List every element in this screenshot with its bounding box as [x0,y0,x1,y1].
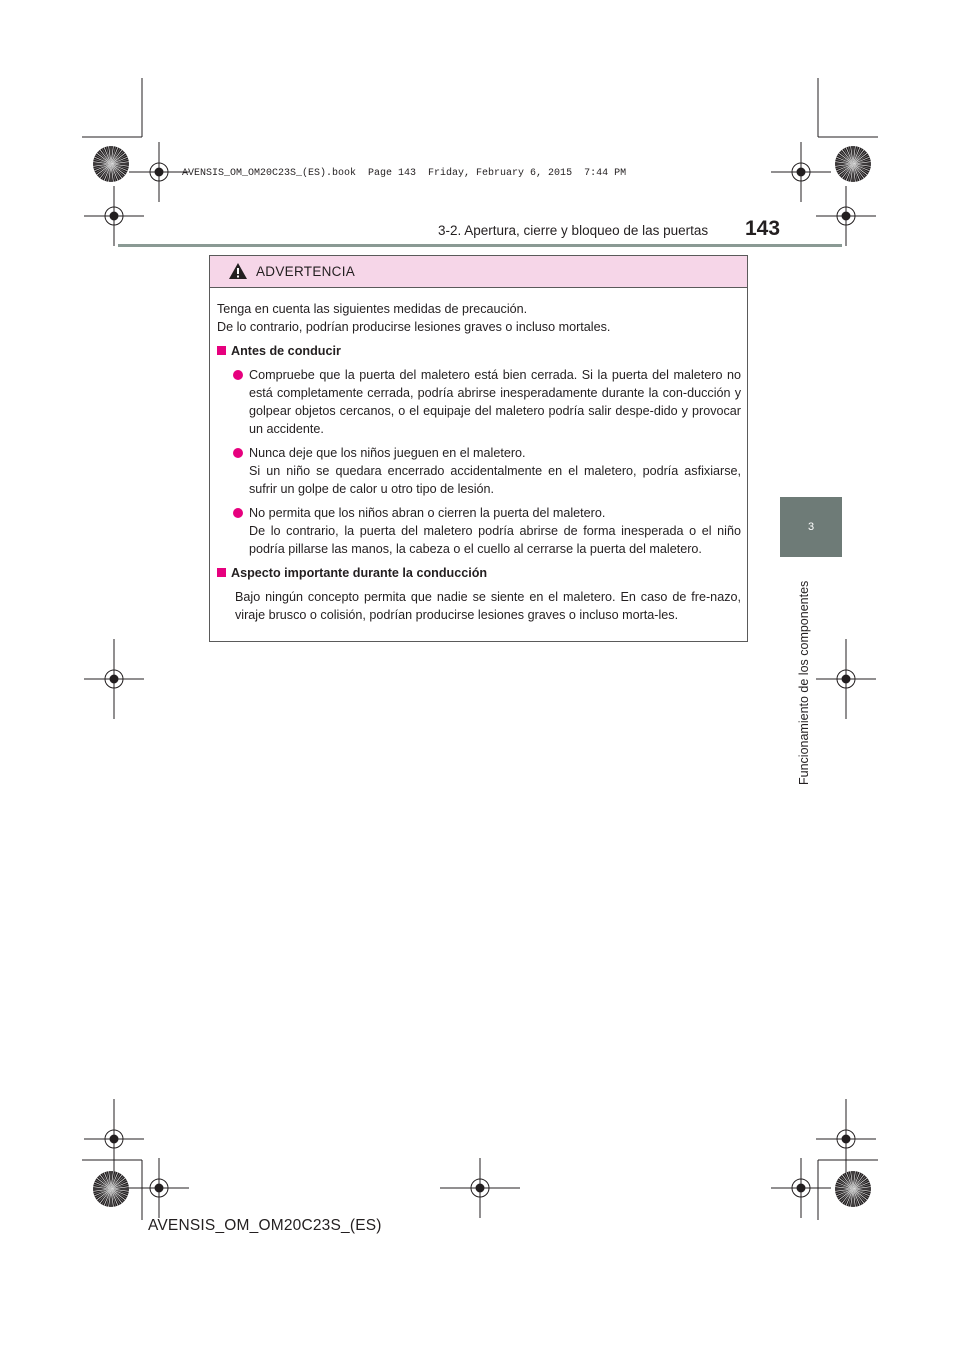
intro-line: De lo contrario, podrían producirse lesiones graves o incluso mortales. [217,320,611,334]
starburst-wheel-icon [834,1170,872,1208]
warning-header [210,256,747,288]
warning-title: ADVERTENCIA [256,264,356,279]
starburst-wheel-icon [92,145,130,183]
registration-target-icon [84,639,144,719]
starburst-wheel-icon [834,145,872,183]
section-title: Antes de conducir [217,342,741,360]
header-rule [118,244,842,247]
square-bullet-icon [217,568,226,577]
section-heading: 3-2. Apertura, cierre y bloqueo de las puertas [438,223,709,238]
square-bullet-icon [217,346,226,355]
list-item: Compruebe que la puerta del maletero está bien cerrada. Si la puerta del maletero no está completamente cerrada, podría abrirse inesperadamente durante la con-ducción y golpear objetos cercanos, o el equipaje del maletero podría salir despe-dido y provocar un accidente. [217,366,741,438]
registration-target-icon [816,639,876,719]
registration-target-icon [84,186,144,246]
chapter-label [797,565,815,785]
round-bullet-icon [233,508,243,518]
chapter-number: 3 [807,521,815,533]
list-item: Nunca deje que los niños jueguen en el maletero. Si un niño se quedara encerrado accidentalmente en el maletero, podría asfixiarse, sufrir un golpe de calor u otro tipo de lesión. [217,444,741,498]
chapter-tab [780,497,842,557]
warning-body [217,300,741,624]
page-number: 143 [745,217,781,240]
registration-target-icon [440,1158,520,1218]
registration-target-icon [771,1158,831,1218]
starburst-wheel-icon [92,1170,130,1208]
registration-target-icon [816,186,876,246]
intro-line: Tenga en cuenta las siguientes medidas de precaución. [217,302,528,316]
warning-triangle-icon [228,262,248,280]
chapter-label-text: Funcionamiento de los componentes [797,580,811,785]
list-item: No permita que los niños abran o cierren la puerta del maletero. De lo contrario, la puerta del maletero podría abrirse de forma inesperada o el niño podría pillarse las manos, la cabeza o el cuello al cerrarse la puerta del maletero. [217,504,741,558]
round-bullet-icon [233,448,243,458]
section-title: Aspecto importante durante la conducción [217,564,741,582]
print-info-line: AVENSIS_OM_OM20C23S_(ES).book Page 143 Friday, February 6, 2015 7:44 PM [182,168,627,179]
round-bullet-icon [233,370,243,380]
document-code: AVENSIS_OM_OM20C23S_(ES) [148,1217,382,1234]
warning-box [209,255,748,642]
section-text: Bajo ningún concepto permita que nadie se siente en el maletero. En caso de fre-nazo, viraje brusco o colisión, podrían producirse lesiones graves o incluso morta-les. [235,590,741,622]
registration-target-icon [129,1158,189,1218]
